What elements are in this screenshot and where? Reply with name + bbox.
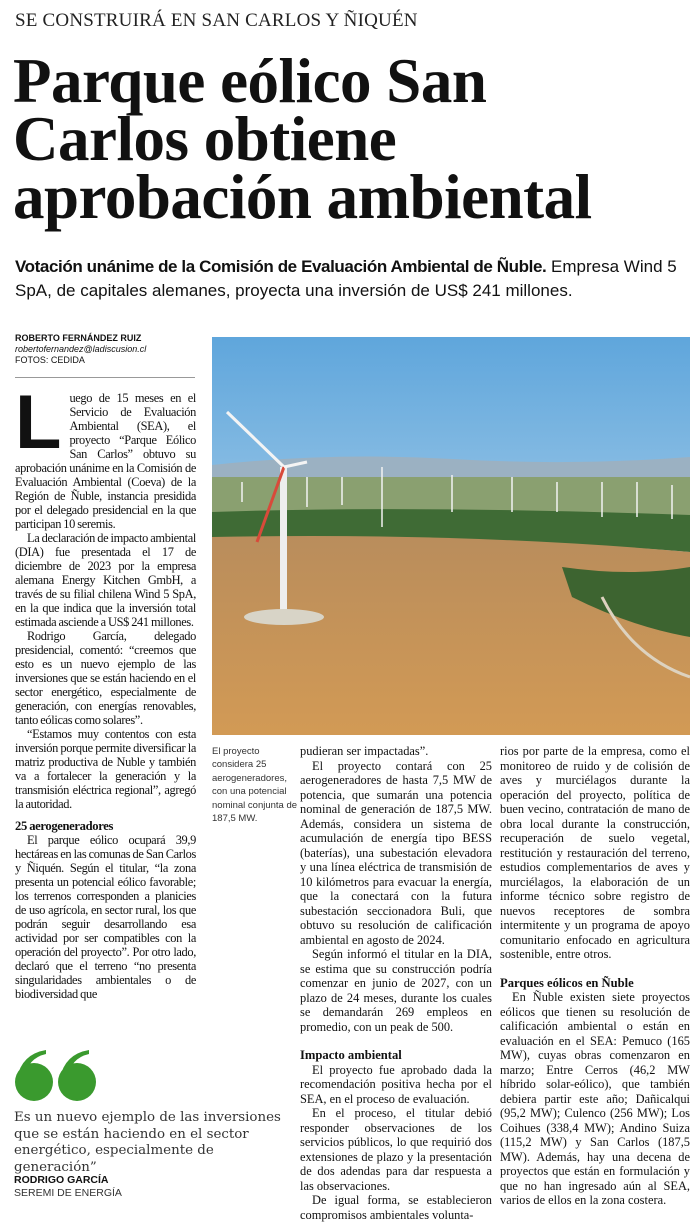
- author-email[interactable]: robertofernandez@ladiscusion.cl: [15, 344, 147, 354]
- paragraph: Rodrigo García, delegado presidencial, comentó: “creemos que esto es un nuevo ejemplo de las inversiones que se están haciendo en el sector energético, especialmente de generación, con energías renovables, tanto eólicas como solares”.: [15, 629, 196, 727]
- paragraph-text: uego de 15 meses en el Servicio de Evaluación Ambiental (SEA), el proyecto “Parque Eólico San Carlos” obtuvo su aprobación unánime en la Comisión de Evaluación Ambiental (Coeva) de la Región de Ñuble, instancia presidida por el delegado presidencial en la que participan 10 seremis.: [15, 391, 196, 531]
- headline-line: Carlos obtiene: [13, 104, 397, 174]
- headline-line: Parque eólico San: [13, 46, 487, 116]
- paragraph: En el proceso, el titular debió responder observaciones de los servicios públicos, lo que requirió dos extensiones de plazo y la presentación de dos adendas para dar respuesta a las observaciones.: [300, 1106, 492, 1193]
- paragraph: pudieran ser impactadas”.: [300, 744, 429, 758]
- pullquote-role: SEREMI DE ENERGÍA: [14, 1187, 122, 1199]
- paragraph: “Estamos muy contentos con esta inversión porque permite diversificar la matriz productiva de Nuble y también va a fortalecer la generación y la transmisión eléctrica regional”, agregó la autoridad.: [15, 727, 196, 811]
- drop-cap: L: [15, 380, 62, 465]
- subheading: 25 aerogeneradores: [15, 819, 114, 833]
- deck-regular: Empresa Wind 5 SpA, de capitales alemanes, proyecta una inversión de US$ 241 millones.: [15, 257, 677, 300]
- paragraph: El proyecto fue aprobado dada la recomendación positiva hecha por el SEA, en el proceso de evaluación.: [300, 1062, 492, 1106]
- headline: [13, 46, 700, 232]
- kicker: SE CONSTRUIRÁ EN SAN CARLOS Y ÑIQUÉN: [15, 10, 418, 31]
- deck-bold: Votación unánime de la Comisión de Evaluación Ambiental de Ñuble.: [15, 257, 547, 276]
- subheading: Parques eólicos en Ñuble: [500, 975, 634, 990]
- paragraph: rios por parte de la empresa, como el monitoreo de ruido y de colisión de aves y murciélagos durante la operación del proyecto, política de buen vecino, contratación de mano de obra local durante la construcción, recuperación de suelo vegetal, restitución y restauración del terreno, estudios complementarios de aves y murciélagos, la elaboración de un informe técnico sobre registro de nuevos receptores de sombra intermitente y un programa de apoyo comunitario enfocado en agricultura sostenible, entre otros.: [500, 744, 690, 961]
- article-column-left: [15, 380, 196, 1001]
- pullquote-name: RODRIGO GARCÍA: [14, 1174, 109, 1186]
- author-name: ROBERTO FERNÁNDEZ RUIZ: [15, 333, 142, 343]
- paragraph: La declaración de impacto ambiental (DIA) fue presentada el 17 de diciembre de 2023 por la empresa alemana Energy Kitchen GmbH, a través de su filial chilena Wind 5 SpA, en la que indica que la inversión total estimada asciende a US$ 241 millones.: [15, 531, 196, 629]
- byline: [15, 333, 195, 366]
- byline-divider: [15, 377, 195, 378]
- paragraph: El proyecto contará con 25 aerogeneradores de hasta 7,5 MW de potencia, que sumarán una potencia nominal de generación de 187,5 MW. Además, considera un sistema de acumulación de energía tipo BESS (baterías), una subestación elevadora y una línea eléctrica de transmisión de 10 kilómetros para evacuar la energía, que la conectará con la futura subestación seccionadora Buli, que obtuvo su resolución de calificación ambiental en agosto de 2024.: [300, 758, 492, 947]
- wind-farm-photo: [212, 337, 690, 735]
- pullquote-text: Es un nuevo ejemplo de las inversiones que se están haciendo en el sector energético, especialmente de generación”: [14, 1110, 281, 1175]
- photo-caption: El proyecto considera 25 aerogeneradores, con una potencial nominal conjunta de 187,5 MW.: [212, 746, 298, 825]
- deck: [15, 255, 695, 303]
- paragraph: De igual forma, se establecieron compromisos ambientales volunta-: [300, 1193, 492, 1222]
- paragraph: En Ñuble existen siete proyectos eólicos que tienen su resolución de calificación ambiental o están en evaluación en el SEA: Pemuco (165 MW), cuyas obras comenzaron en marzo; Entre Cerros (46,2 MW híbrido solar-eólico), que también debiera partir este año; Dañicalqui (95,2 MW); Culenco (256 MW); Los Coihues (338,4 MW); Andino Suiza (115,2 MW) y San Carlos (187,5 MW). Además, hay una decena de proyectos que están en formulación y que no han ingresado aún al SEA, varios de ellos en la zona costera.: [500, 990, 690, 1207]
- photo-credit: FOTOS: CEDIDA: [15, 355, 85, 365]
- subheading: Impacto ambiental: [300, 1048, 402, 1062]
- article-column-right: [500, 744, 690, 1208]
- article-column-middle: [300, 744, 492, 1222]
- paragraph: Según informó el titular en la DIA, se estima que su construcción podría comenzar en junio de 2027, con un plazo de 24 meses, durante los cuales se demandarán 269 empleos en promedio, con un peak de 500.: [300, 947, 492, 1034]
- wind-farm-photo-icon: [212, 337, 690, 735]
- paragraph: [15, 380, 196, 531]
- headline-line: aprobación ambiental: [13, 162, 592, 232]
- quote-mark-icon: [14, 1048, 100, 1107]
- paragraph: El parque eólico ocupará 39,9 hectáreas en las comunas de San Carlos y Ñiquén. Según el titular, “la zona presenta un potencial eólico favorable; los terrenos corresponden a planicies de uso agrícola, en sector rural, los que podrán seguir desarrollando esa actividad por ser compatibles con la operación del proyecto”. Por otro lado, declaró que el terreno “no presenta singularidades ambientales o de biodiversidad que: [15, 833, 196, 1001]
